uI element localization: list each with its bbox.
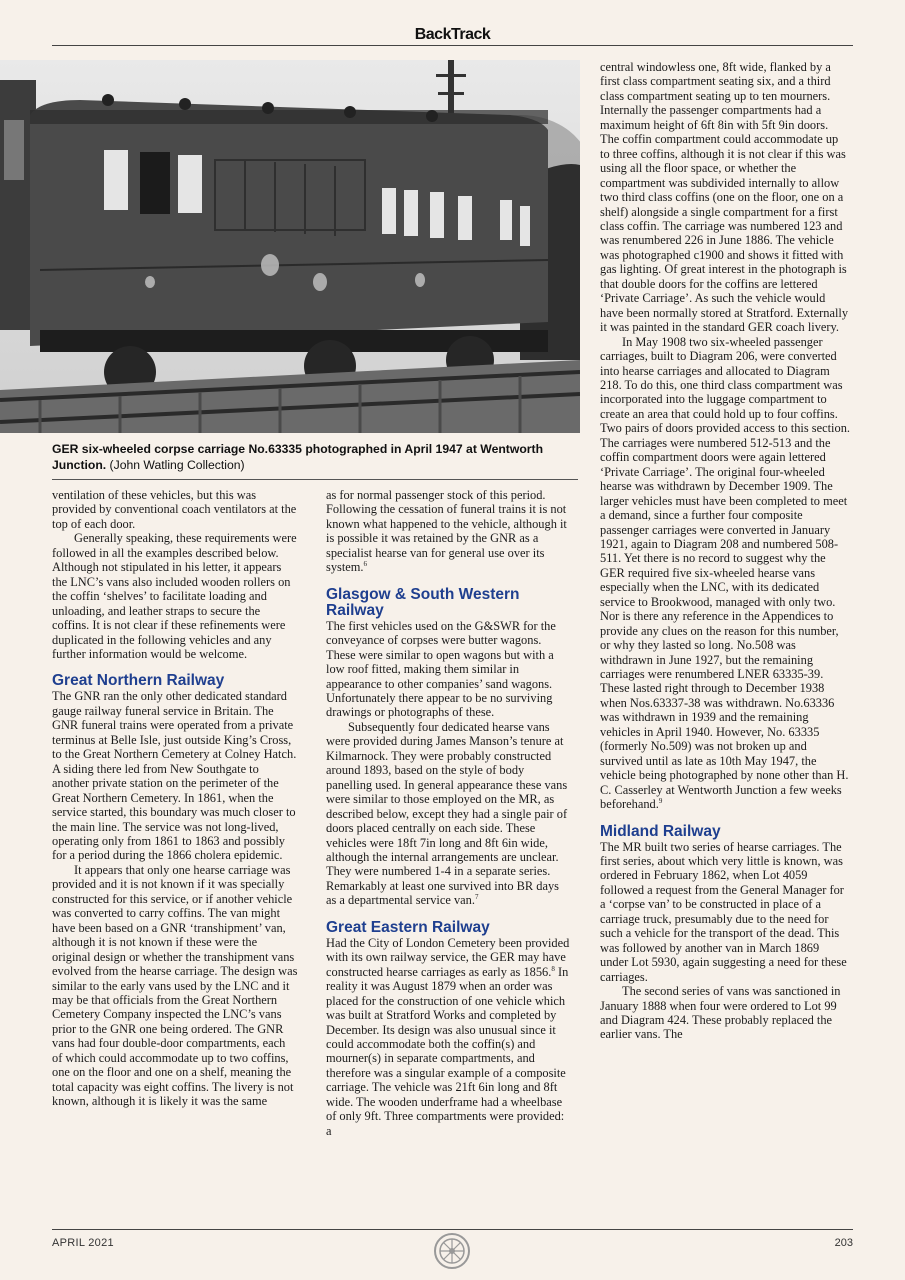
paragraph: It appears that only one hearse carriage was provided and it is not known if it was specially constructed for this service, or if another vehicle was converted to carry coffins. The van might have been based on a GNR ‘transhipment’ van, although it is not known if these were the original design or whether the transhipment vans evolved from the hearse carriage. The design was similar to the early vans used by the LNC and it may be that officials from the Great Northern Cemetery Company inspected the LNC’s vans prior to the GNR one being ordered. The GNR vans had four double-door compartments, each of which could accommodate up to two coffins, one on the floor and one on a shelf, meaning the total capacity was eight coffins. The livery is not known, although it is likely it was the same — [52, 862, 298, 1109]
paragraph: The first vehicles used on the G&SWR for the conveyance of corpses were butter wagons. These were similar to open wagons but with a low roof fitted, making them similar in appearance to other companies’ sand wagons. Unfortunately there appear to be no surviving drawings or photographs of these. — [326, 618, 556, 720]
paragraph-text: Subsequently four dedicated hearse vans were provided during James Manson’s tenure at Kilmarnock. They were probably constructed around 1893, based on the style of body panelling used. In general appearance these vans were similar to those employed on the MR, as described below, except they had a single pair of doors placed centrally on each side. These vehicles were 18ft 7in long and 8ft 6in wide, although the internal arrangements are unclear. They were numbered 1-4 in a separate series. Remarkably at least one survived into BR days as a departmental service van. — [326, 719, 568, 908]
paragraph: The GNR ran the only other dedicated standard gauge railway funeral service in Britain. The GNR funeral trains were operated from a private terminus at Belle Isle, just outside King’s Cross, to the Great Northern Cemetery at Colney Hatch. A siding there led from New Southgate to another private station on the perimeter of the Great Northern Cemetery. In 1861, when the service started, this boundary was much closer to the main line. The service was not long-lived, operating only from 1861 to 1863 and possibly for a period during the 1866 cholera epidemic. — [52, 689, 297, 863]
paragraph — [600, 335, 850, 812]
footer-date: APRIL 2021 — [52, 1237, 114, 1249]
paragraph — [326, 720, 572, 908]
paragraph: ventilation of these vehicles, but this was provided by conventional coach ventilators at the top of each door. — [52, 488, 297, 531]
paragraph-text: Had the City of London Cemetery been provided with its own railway service, the GER may have constructed hearse carriages as early as 1856. — [326, 935, 570, 979]
paragraph-text: as for normal passenger stock of this period. Following the cessation of funeral trains it is not known what happened to the vehicle, although it is possible it was retained by the GNR as a specialist hearse van for general use over its system. — [326, 488, 567, 575]
paragraph: The MR built two series of hearse carriages. The first series, about which very little is known, was ordered in February 1862, when Lot 4059 followed a request from the General Manager for a ‘corpse van’ to be constructed in place of a carriage truck, presumably due to the need for such a vehicle for the transport of the dead. This was followed by another van in March 1869 under Lot 5930, again suggesting a need for these carriages. — [600, 839, 847, 984]
masthead: BackTrack — [414, 26, 491, 43]
page-number: 203 — [834, 1237, 853, 1249]
heading-glasgow-south-western: Glasgow & South Western Railway — [326, 585, 520, 619]
header-rule — [52, 45, 853, 46]
heading-great-eastern: Great Eastern Railway — [326, 918, 490, 936]
footnote-ref: 7 — [474, 893, 479, 902]
paragraph — [326, 936, 572, 1138]
footnote-ref: 8 — [551, 964, 555, 973]
paragraph: Generally speaking, these requirements were followed in all the examples described below. Although not stipulated in his letter, it appears the LNC’s vans also included wooden rollers on the coffin ‘shelves’ to facilitate loading and unloading, and leather straps to secure the coffins. It is not clear if these refinements were duplicated in the following vehicles and any further information would be welcome. — [52, 531, 297, 661]
caption-rule — [52, 479, 578, 480]
caption-credit: (John Watling Collection) — [106, 458, 245, 472]
carriage-photo — [0, 60, 580, 433]
heading-great-northern: Great Northern Railway — [52, 672, 225, 690]
paragraph: central windowless one, 8ft wide, flanked by a first class compartment seating six, and a third class compartment seating up to ten mourners. Internally the passenger compartments had a maximum height of 6ft 8in with 5ft 9in doors. The coffin compartment could accommodate up to three coffins, although it is not clear if this was using all the floor space, or whether the compartment was subdivided internally to allow two third class coffins (one on the floor, one on a shelf) alongside a single compartment for a first class coffin. The carriage was numbered 123 and was renumbered 226 in June 1886. The vehicle was photographed c1900 and shows it fitted with gas lighting. Of great interest in the photograph is that double doors for the coffins are lettered ‘Private Carriage’. As such the vehicle would have been normally stored at Stratford. Externally it was painted in the standard GER coach livery. — [600, 60, 849, 335]
column-3 — [600, 60, 850, 1042]
photo-caption — [52, 441, 578, 473]
paragraph-text: In reality it was August 1879 when an order was placed for the construction of one vehicle which was built at Stratford Works and completed by December. Its design was also unusual since it could accommodate both the coffin(s) and mourner(s) in separate compartments, and therefore was a singular example of a composite carriage. The vehicle was 21ft 6in long and 8ft wide. The wooden underframe had a wheelbase of only 9ft. Three compartments were provided: a — [326, 964, 569, 1138]
caption-title: GER six-wheeled corpse carriage No.63335 photographed in April 1947 at Wentworth Junction. — [52, 442, 544, 472]
wheel-emblem-icon — [433, 1232, 471, 1270]
column-2 — [326, 488, 572, 1138]
paragraph: The second series of vans was sanctioned in January 1888 when four were ordered to Lot 99 and Diagram 424. These probably replaced the earlier vans. The — [600, 984, 841, 1042]
column-1 — [52, 488, 298, 1109]
paragraph-text: In May 1908 two six-wheeled passenger carriages, built to Diagram 206, were converted into hearse carriages and allocated to Diagram 218. To do this, one third class compartment was incorporated into the luggage compartment to create an area that could hold up to four coffins. Two pairs of doors provided access to this section. The carriages were numbered 512-513 and the coffin compartment doors were again lettered ‘Private Carriage’. The original four-wheeled hearse was withdrawn by December 1909. The larger vehicles must have been completed to meet a demand, since a further four composite passenger carriages were converted in January 1921, again to Diagram 208 and numbered 508-511. Yet there is no record to suggest why the GER required five six-wheeled hearse vans especially when the LNC, with its dedicated service to Brookwood, managed with only two. Nor is there any reference in the Appendices to provide any clues on the reason for this number, or why they lasted so long. No.508 was withdrawn in June 1927, but the remaining carriages were renumbered LNER 63335-39. These lasted right through to December 1938 when Nos.63337-38 was withdrawn. No.63336 was withdrawn in 1939 and the remaining vehicles in April 1940. However, No. 63335 (formerly No.509) was not broken up and survived until as late as 10th May 1947, the vehicle being photographed by none other than H. C. Casserley at Wentworth Junction a few weeks beforehand. — [600, 334, 850, 812]
footnote-ref: 6 — [363, 560, 368, 569]
footer-rule — [52, 1229, 853, 1230]
paragraph — [326, 488, 572, 575]
footnote-ref: 9 — [658, 796, 663, 805]
heading-midland: Midland Railway — [600, 822, 721, 840]
